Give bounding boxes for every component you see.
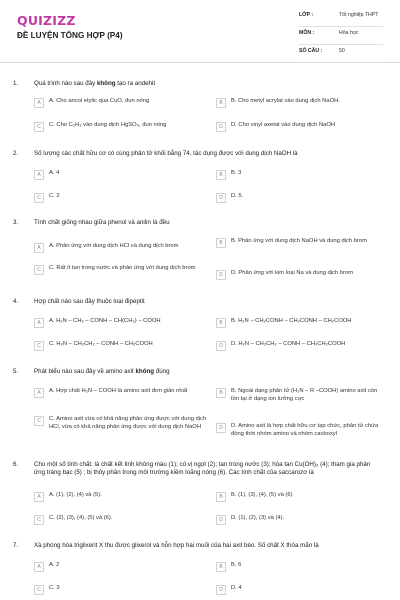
meta-value: Hóa học	[339, 30, 359, 36]
option-letter: B	[216, 98, 226, 108]
option-d[interactable]	[216, 270, 381, 280]
meta-label: SỐ CÂU :	[299, 48, 323, 54]
option-letter: D	[216, 515, 226, 525]
option-letter: B	[216, 238, 226, 248]
option-d[interactable]	[216, 515, 386, 525]
option-a[interactable]	[34, 170, 184, 180]
option-c[interactable]	[34, 265, 209, 275]
option-letter: A	[34, 98, 44, 108]
option-letter: A	[34, 388, 44, 398]
option-text: A. H₂N – CH₂ – CONH – CH(CH₃) – COOH	[49, 318, 161, 324]
meta-label: MÔN :	[299, 30, 315, 36]
option-d[interactable]	[216, 585, 366, 595]
option-letter: D	[216, 193, 226, 203]
question-text: Hợp chất nào sau đây thuộc loại đipeptit	[34, 298, 145, 305]
option-a[interactable]	[34, 388, 204, 398]
option-letter: C	[34, 265, 44, 275]
question-number: 4.	[13, 298, 19, 305]
meta-box	[299, 12, 383, 66]
option-text: C. Amino axit vừa có khả năng phản ứng được với dung dịch HCl, vừa có khả năng phản ứng được với dung dịch NaOH	[49, 416, 207, 430]
option-text: B. 6	[231, 562, 242, 568]
option-text: D. Cho vinyl axetat vào dung dịch NaOH	[231, 122, 336, 128]
option-text: D. Amino axit là hợp chất hữu cơ tạp chức, phân tử chứa đồng thời nhóm amino và nhóm cacboxyl	[231, 423, 379, 437]
option-letter: A	[34, 492, 44, 502]
option-letter: A	[34, 318, 44, 328]
option-letter: C	[34, 416, 44, 426]
question-text: Số lượng các chất hữu cơ có cùng phân tử khối bằng 74, tác dụng được với dung dịch NaOH là	[34, 150, 298, 157]
question-number: 6.	[13, 461, 19, 468]
meta-row-lop	[299, 12, 383, 27]
question-text-part: Phát biểu nào sau đây về amino axit	[34, 368, 136, 375]
option-letter: B	[216, 492, 226, 502]
option-letter: A	[34, 562, 44, 572]
option-b[interactable]	[216, 562, 366, 572]
option-a[interactable]	[34, 492, 204, 502]
option-text: C. H₂N – CH₂CH₂ – CONH – CH₂COOH	[49, 341, 153, 347]
option-letter: D	[216, 341, 226, 351]
option-d[interactable]	[216, 341, 391, 351]
option-text: B. Ngoài dạng phân tử (H₂N – R –COOH) amino axit còn tồn tại ở dạng ion lưỡng cực	[231, 388, 378, 402]
option-letter: B	[216, 388, 226, 398]
option-c[interactable]	[34, 193, 184, 203]
option-text: A. Hợp chất H₂N – COOH là amino axit đơn giản nhất	[49, 388, 188, 394]
question-text: Tính chất giống nhau giữa phenol và anilin là đều	[34, 219, 170, 226]
option-text: A. 2	[49, 562, 60, 568]
question-text: Cho một số tính chất: là chất kết tinh không màu (1); có vị ngọt (2); tan trong nước (3); hòa tan Cu(OH)₂ (4); tham gia phản ứng tráng bạc (5) ; bị thủy phân trong môi trường kiềm loãng nóng (6). Các tính chất của saccarozơ là	[34, 461, 371, 477]
option-a[interactable]	[34, 318, 209, 328]
option-d[interactable]	[216, 122, 381, 132]
option-letter: B	[216, 318, 226, 328]
question-number: 3.	[13, 219, 19, 226]
option-letter: D	[216, 270, 226, 280]
option-a[interactable]	[34, 98, 184, 108]
option-text: C. Rất ít tan trong nước và phản ứng với dung dịch brom	[49, 265, 196, 271]
question-text-part: tạo ra andehit	[115, 80, 156, 87]
question-number: 5.	[13, 368, 19, 375]
option-d[interactable]	[216, 193, 381, 203]
option-text: A. Cho ancol etylic qua CuO, đun nóng	[49, 98, 150, 104]
quizizz-logo: QUIZIZZ	[17, 13, 76, 28]
question-number: 1.	[13, 80, 19, 87]
option-text: A. (1), (2), (4) và (5).	[49, 492, 102, 498]
option-letter: D	[216, 585, 226, 595]
option-text: B. Cho metyl acrylat vào dung dịch NaOH.	[231, 98, 340, 104]
option-text: A. Phản ứng với dung dịch HCl và dung dịch brom	[49, 243, 179, 249]
meta-row-socau	[299, 48, 383, 63]
option-text: B. 3	[231, 170, 242, 176]
meta-value: 50	[339, 48, 345, 54]
question-text: Xà phòng hóa triglixerit X thu được glixerol và hỗn hợp hai muối của hai axit béo. Số chất X thỏa mãn là	[34, 542, 319, 549]
option-letter: A	[34, 170, 44, 180]
option-text: B. H₂N – CH₂CONH – CH₂CONH – CH₂COOH	[231, 318, 352, 324]
meta-value: Tốt nghiệp THPT	[339, 12, 379, 18]
option-b[interactable]	[216, 170, 381, 180]
option-text: C. (2), (3), (4), (5) và (6).	[49, 515, 113, 521]
option-letter: B	[216, 562, 226, 572]
question-text-emphasis: không	[96, 80, 116, 87]
option-text: B. Phản ứng với dung dịch NaOH và dung dịch brom	[231, 238, 367, 244]
option-letter: D	[216, 122, 226, 132]
option-b[interactable]	[216, 238, 381, 248]
option-a[interactable]	[34, 243, 209, 253]
option-b[interactable]	[216, 492, 386, 502]
option-c[interactable]	[34, 341, 209, 351]
option-text: C. 3	[49, 585, 60, 591]
option-c[interactable]	[34, 585, 184, 595]
page-title: ĐỀ LUYỆN TỔNG HỢP (P4)	[17, 31, 123, 40]
option-letter: D	[216, 423, 226, 433]
option-text: B. (1), (3), (4), (5) và (6)	[231, 492, 293, 498]
option-letter: C	[34, 122, 44, 132]
question-number: 2.	[13, 150, 19, 157]
question-number: 7.	[13, 542, 19, 549]
option-text: C. Cho C₂H₂ vào dung dịch HgSO₄, đun nóng	[49, 122, 167, 128]
option-text: D. 4	[231, 585, 242, 591]
option-text: D. H₂N – CH₂CH₂ – CONH – CH₂CH₂COOH	[231, 341, 346, 347]
option-letter: C	[34, 585, 44, 595]
question-text-part: đúng	[154, 368, 170, 375]
option-b[interactable]	[216, 388, 386, 403]
option-c[interactable]	[34, 122, 204, 132]
option-letter: C	[34, 341, 44, 351]
meta-row-mon	[299, 30, 383, 45]
option-c[interactable]	[34, 416, 209, 431]
question-text-emphasis: không	[135, 368, 155, 375]
meta-label: LỚP :	[299, 12, 314, 18]
worksheet-header	[0, 0, 400, 63]
question-text	[34, 80, 379, 88]
option-a[interactable]	[34, 562, 184, 572]
question-text	[34, 368, 379, 376]
option-b[interactable]	[216, 98, 381, 108]
option-c[interactable]	[34, 515, 204, 525]
option-d[interactable]	[216, 423, 391, 438]
option-letter: B	[216, 170, 226, 180]
option-letter: C	[34, 515, 44, 525]
option-b[interactable]	[216, 318, 391, 328]
question-text-part: Quá trình nào sau đây	[34, 80, 97, 87]
option-text: A. 4	[49, 170, 60, 176]
option-text: D. (1), (2), (3) và (4).	[231, 515, 285, 521]
option-text: D. 5.	[231, 193, 244, 199]
option-text: C. 2	[49, 193, 60, 199]
option-letter: C	[34, 193, 44, 203]
option-letter: A	[34, 243, 44, 253]
option-text: D. Phản ứng với kim loại Na và dung dịch brom	[231, 270, 354, 276]
